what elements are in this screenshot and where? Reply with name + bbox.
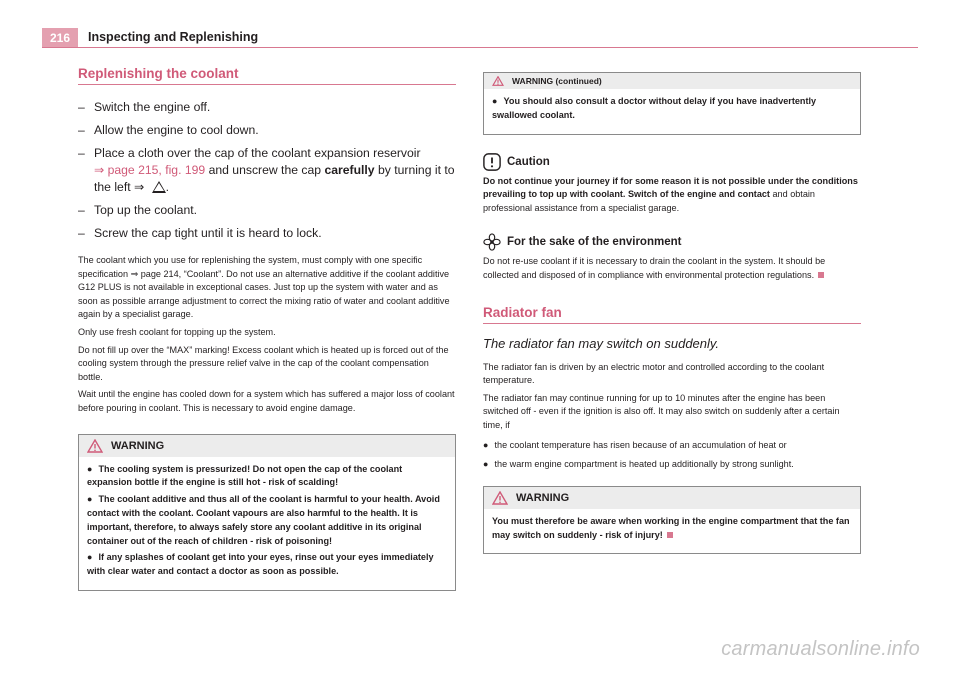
environment-text: Do not re-use coolant if it is necessary to drain the coolant in the system. It should be collected and disposed of in compliance with environmental protection regulations.: [483, 256, 826, 280]
warning-title: WARNING: [516, 491, 570, 504]
warning-box-header: [79, 435, 455, 457]
warning-continued-title: WARNING (continued): [512, 76, 602, 86]
warning-item: ● You should also consult a doctor without delay if you have inadvertently swallowed coolant.: [492, 96, 817, 120]
warning-box: [78, 434, 456, 591]
step-item: – Place a cloth over the cap of the coolant expansion reservoir ⇒ page 215, fig. 199 and unscrew the cap carefully by turning it to the left ⇒ .: [78, 146, 455, 194]
page-reference-link[interactable]: ⇒ page 215, fig. 199: [94, 163, 206, 177]
body-paragraph: Wait until the engine has cooled down for a system which has suffered a major loss of coolant before pouring in coolant. This is necessary to avoid engine damage.: [78, 389, 455, 413]
header-divider: [42, 47, 918, 48]
environment-heading: For the sake of the environment: [483, 233, 861, 251]
body-paragraph: The coolant which you use for replenishing the system, must comply with one specific specification ⇒ page 214, “Coolant”. Do not use an alternative additive if the coolant additive G12 PLUS is not available in exceptional cases. Just top up the system with water and as soon as possible arrange adjustment to correct the mixing ratio of water and coolant additive again by a specialist garage.: [78, 255, 450, 320]
caution-text: Do not continue your journey if for some reason it is not possible under the conditions prevailing to top up with coolant. Switch of the engine and contact and obtain professional assistance from a specialist garage.: [483, 175, 858, 213]
step-item: – Switch the engine off.: [78, 100, 211, 114]
step-item: – Allow the engine to cool down.: [78, 123, 259, 137]
step-item: – Top up the coolant.: [78, 203, 197, 217]
left-column: [78, 66, 456, 591]
flower-environment-icon: [483, 233, 501, 251]
body-paragraph: Only use fresh coolant for topping up the system.: [78, 326, 276, 337]
step-item: – Screw the cap tight until it is heard to lock.: [78, 226, 322, 240]
caution-icon: [483, 153, 501, 171]
warning-box: [483, 486, 861, 555]
warning-item: ● If any splashes of coolant get into your eyes, rinse out your eyes immediately with clear water and contact a doctor as soon as possible.: [87, 552, 434, 577]
section-heading-radiator-fan: Radiator fan: [483, 305, 861, 324]
warning-item: ● The coolant additive and thus all of the coolant is harmful to your health. Avoid contact with the coolant. Coolant vapours are also harmful to the health. It is important, therefore, to always safely store any coolant additive in its original container out of the reach of children - risk of poisoning!: [87, 494, 440, 546]
warning-title: WARNING: [111, 439, 165, 452]
warning-body: [484, 509, 860, 554]
section-subheading: The radiator fan may switch on suddenly.: [483, 335, 720, 351]
warning-body: [79, 457, 455, 590]
body-paragraph: Do not fill up over the “MAX” marking! Excess coolant which is heated up is forced out of the cooling system through the pressure relief valve in the cap of the coolant compensation bottle.: [78, 344, 449, 382]
section-heading-coolant: Replenishing the coolant: [78, 66, 456, 85]
warning-symbol-icon: [152, 181, 166, 193]
warning-triangle-icon: [492, 76, 504, 86]
bullet-item: ● the coolant temperature has risen because of an accumulation of heat or: [483, 439, 787, 450]
warning-box-header: [484, 487, 860, 509]
warning-item: You must therefore be aware when working in the engine compartment that the fan may switch on suddenly - risk of injury!: [492, 515, 850, 540]
warning-triangle-icon: [87, 439, 103, 453]
warning-triangle-icon: [492, 491, 508, 505]
page-header-title: Inspecting and Replenishing: [88, 30, 259, 44]
warning-continued-header: [484, 73, 860, 89]
step-list: [78, 99, 456, 242]
caution-heading: Caution: [483, 153, 861, 171]
warning-item: ● The cooling system is pressurized! Do not open the cap of the coolant expansion bottle if the engine is still hot - risk of scalding!: [87, 463, 403, 488]
warning-continued-body: [484, 89, 860, 134]
body-paragraph: The radiator fan is driven by an electric motor and controlled according to the coolant temperature.: [483, 361, 825, 386]
right-column: [483, 72, 861, 554]
section-end-marker: [818, 272, 824, 278]
bullet-item: ● the warm engine compartment is heated up additionally by strong sunlight.: [483, 459, 794, 470]
page-number: 216: [42, 28, 78, 48]
watermark: carmanualsonline.info: [721, 638, 920, 660]
section-end-marker: [667, 532, 673, 538]
warning-continued-box: [483, 72, 861, 135]
body-paragraph: The radiator fan may continue running for up to 10 minutes after the engine has been switched off - even if the ignition is also off. It may also switch on suddenly after a certain time, if: [483, 392, 840, 430]
